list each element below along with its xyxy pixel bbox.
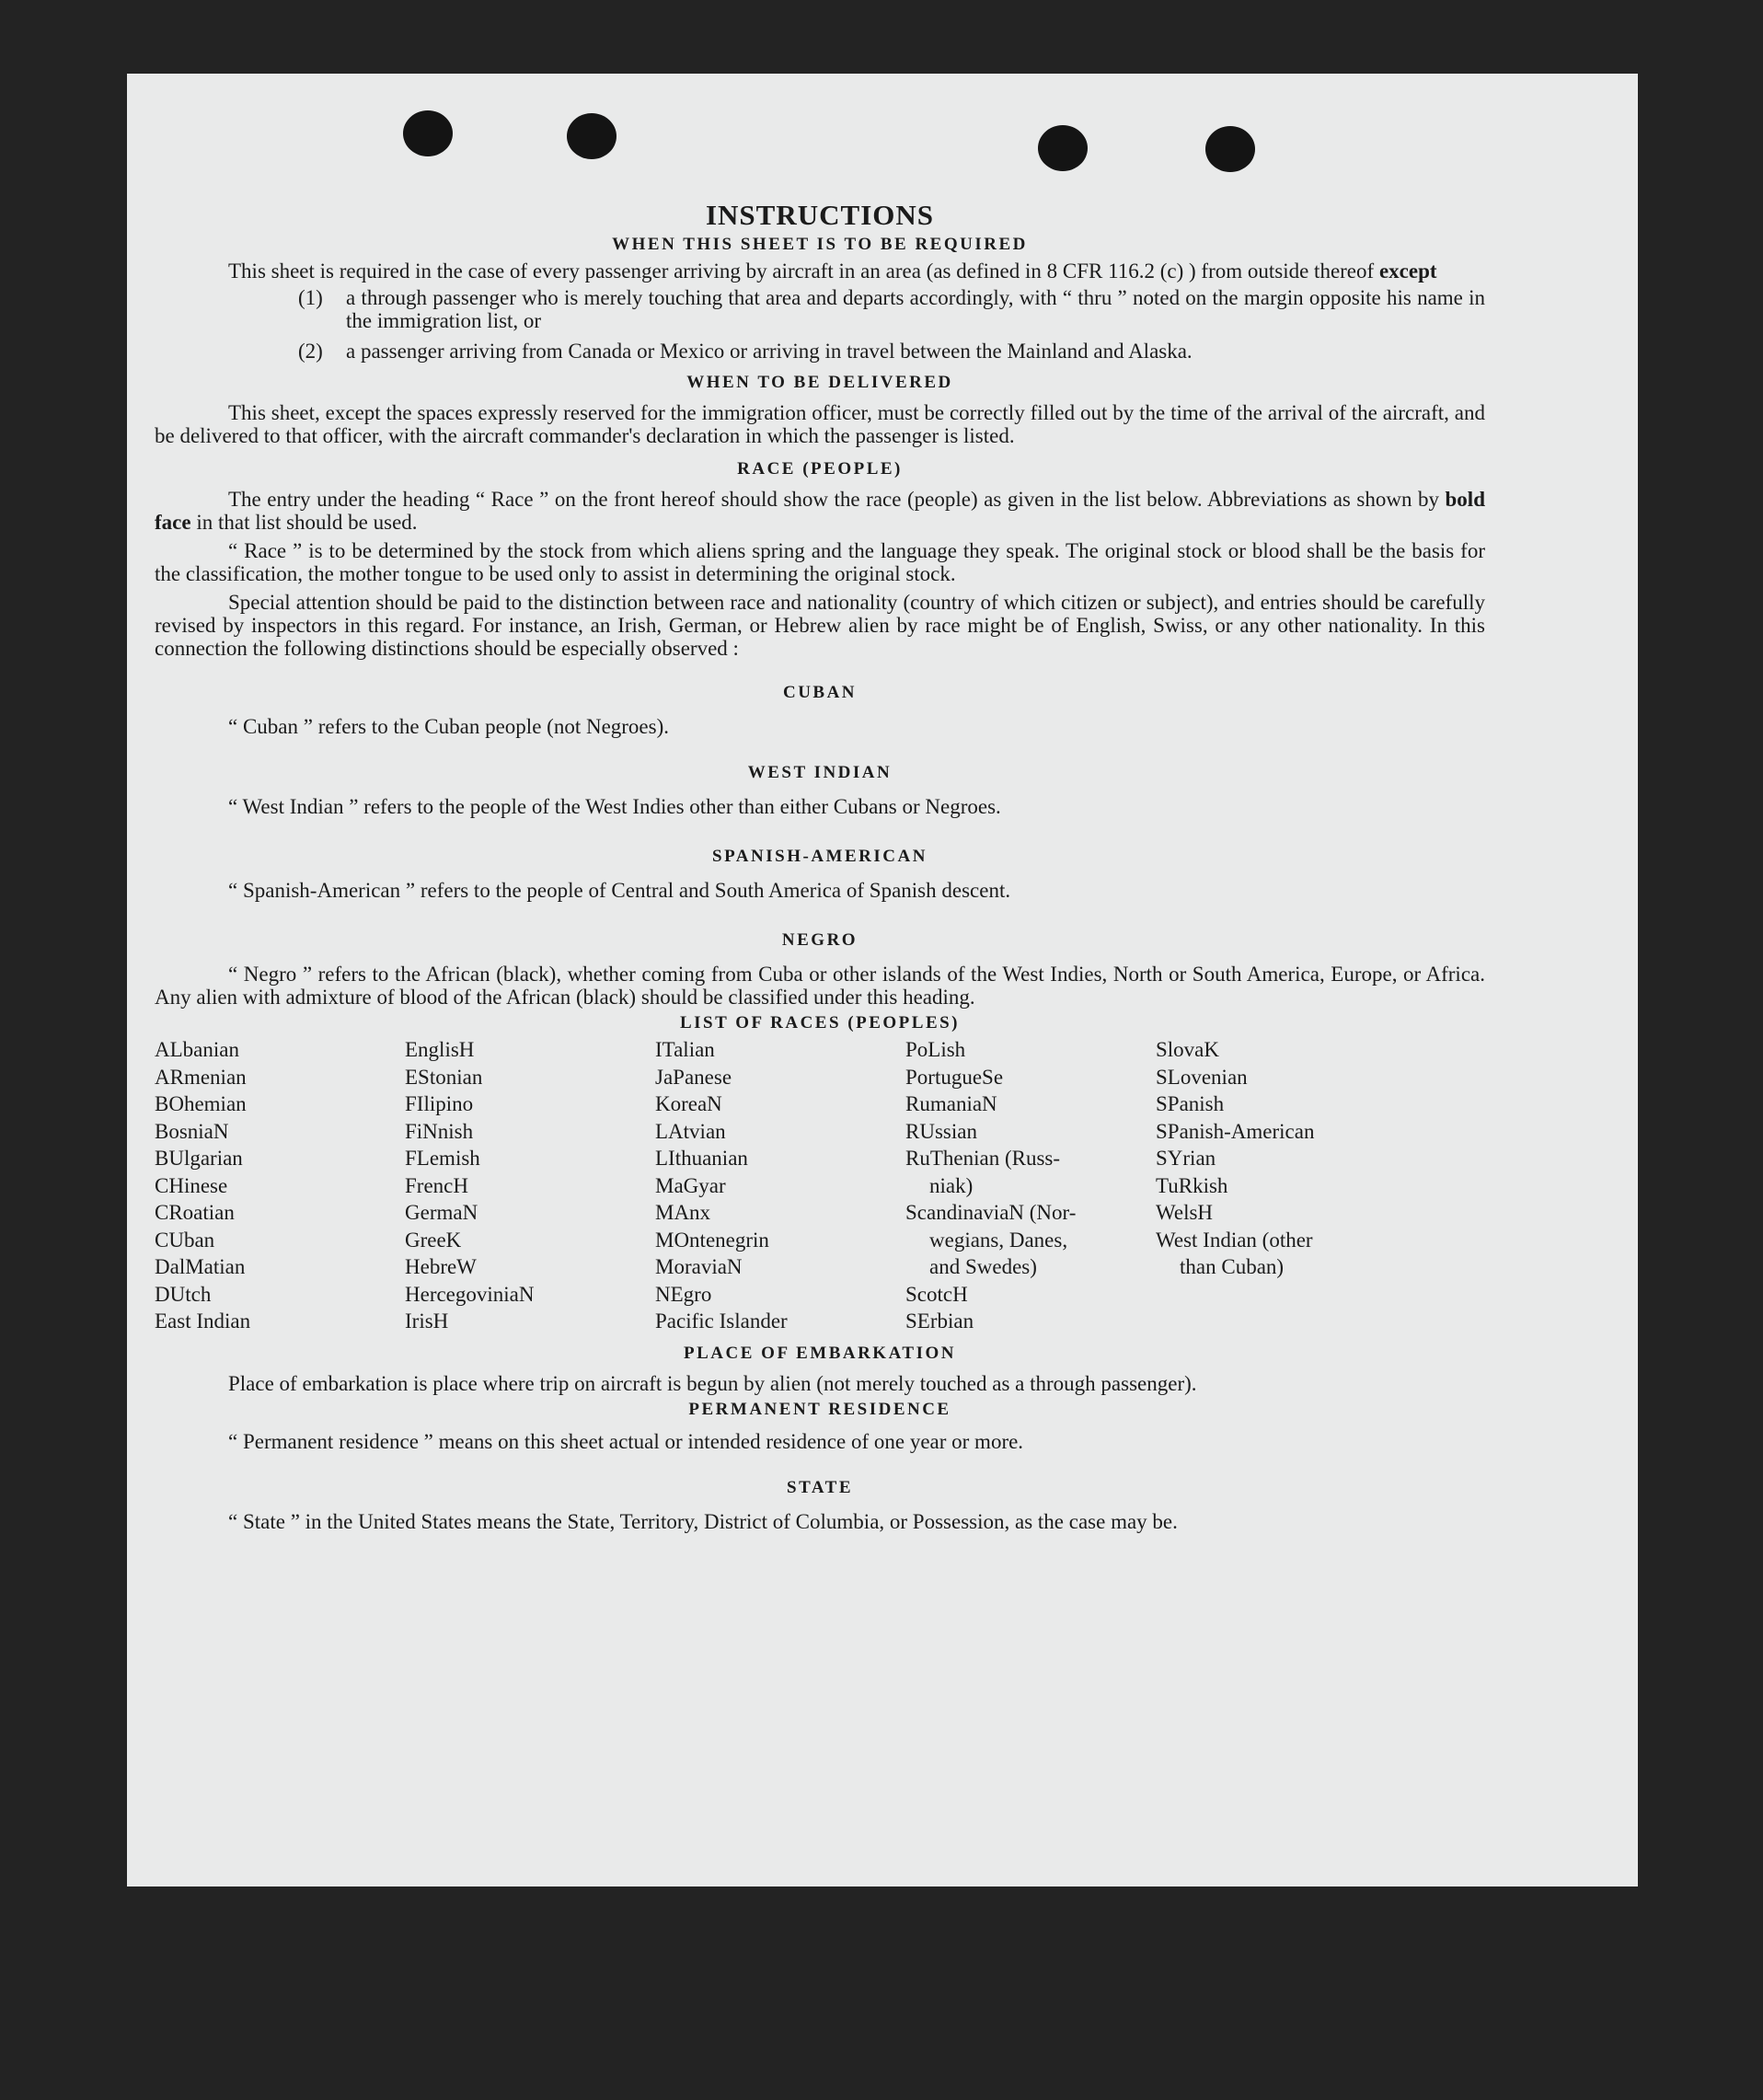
race-entry: MAnx bbox=[655, 1201, 711, 1224]
race-entry: SPanish bbox=[1156, 1092, 1225, 1115]
race-entry: DalMatian bbox=[155, 1255, 246, 1278]
race-entry: West Indian (other bbox=[1156, 1228, 1313, 1252]
race-entry: RUssian bbox=[905, 1119, 977, 1143]
race-entry: HercegoviniaN bbox=[405, 1282, 535, 1306]
race-entry: HebreW bbox=[405, 1255, 477, 1278]
race-entry: TuRkish bbox=[1156, 1173, 1228, 1197]
race-entry: DUtch bbox=[155, 1282, 212, 1306]
heading-list-of-races: LIST OF RACES (PEOPLES) bbox=[679, 1013, 961, 1033]
race-entry: ScotcH bbox=[905, 1282, 968, 1306]
race-entry: CRoatian bbox=[155, 1201, 235, 1224]
race-entry: KoreaN bbox=[655, 1092, 722, 1115]
race-entry: FIlipino bbox=[405, 1092, 474, 1115]
race-entry: and Swedes) bbox=[929, 1255, 1037, 1278]
race-entry: Pacific Islander bbox=[655, 1310, 788, 1333]
race-entry: FLemish bbox=[405, 1147, 480, 1170]
heading-permanent-residence: PERMANENT RESIDENCE bbox=[688, 1399, 951, 1419]
races-column bbox=[655, 1036, 905, 1335]
paragraph-when-required: This sheet is required in the case of every passenger arriving by aircraft in an area (as defined in 8 CFR 116.2 (c) ) from outside thereof except bbox=[228, 260, 1437, 283]
race-entry: ScandinaviaN (Nor- bbox=[905, 1201, 1077, 1224]
race-entry: BOhemian bbox=[155, 1092, 247, 1115]
race-entry: PortugueSe bbox=[905, 1065, 1004, 1089]
race-entry: EStonian bbox=[405, 1065, 483, 1089]
race-entry: SPanish-American bbox=[1156, 1119, 1315, 1143]
race-entry: LAtvian bbox=[655, 1119, 726, 1143]
race-entry: GreeK bbox=[405, 1228, 462, 1252]
paragraph-state: “ State ” in the United States means the State, Territory, District of Columbia, or Possession, as the case may be. bbox=[228, 1509, 1178, 1533]
heading-cuban: CUBAN bbox=[782, 683, 858, 702]
race-entry: niak) bbox=[929, 1173, 974, 1197]
race-entry: RuThenian (Russ- bbox=[905, 1147, 1061, 1170]
race-entry: RumaniaN bbox=[905, 1092, 997, 1115]
race-entry: ALbanian bbox=[155, 1038, 239, 1061]
list-item: (1) a through passenger who is merely touching that area and departs accordingly, with “ thru ” noted on the margin opposite his name in the immigration list, or bbox=[298, 286, 1485, 332]
race-entry: JaPanese bbox=[655, 1065, 732, 1089]
heading-state: STATE bbox=[787, 1477, 853, 1497]
races-list bbox=[155, 1036, 1485, 1335]
races-column bbox=[155, 1036, 405, 1335]
paragraph-cuban: “ Cuban ” refers to the Cuban people (not Negroes). bbox=[228, 715, 670, 738]
heading-when-required: WHEN THIS SHEET IS TO BE REQUIRED bbox=[612, 235, 1028, 254]
race-entry: EnglisH bbox=[405, 1038, 475, 1061]
race-entry: WelsH bbox=[1156, 1201, 1214, 1224]
page-title: INSTRUCTIONS bbox=[705, 199, 934, 231]
race-entry: GermaN bbox=[405, 1201, 478, 1224]
paragraph-west-indian: “ West Indian ” refers to the people of the West Indies other than either Cubans or Negroes. bbox=[228, 795, 1001, 818]
heading-when-delivered: WHEN TO BE DELIVERED bbox=[686, 373, 953, 392]
race-entry: MaGyar bbox=[655, 1173, 726, 1197]
paragraph-negro: “ Negro ” refers to the African (black), whether coming from Cuba or other islands of the West Indies, North or South America, Europe, or Africa. Any alien with admixture of blood of the African (black) should be classified under this heading. bbox=[155, 963, 1485, 1009]
heading-spanish-american: SPANISH-AMERICAN bbox=[712, 847, 928, 866]
race-entry: SErbian bbox=[905, 1310, 974, 1333]
race-entry: ITalian bbox=[655, 1038, 715, 1061]
paragraph-race-3: Special attention should be paid to the distinction between race and nationality (country of which citizen or subject), and entries should be carefully revised by inspectors in this regard. For instance, an Irish, German, or Hebrew alien by race might be of English, Swiss, or any other nationality. In this connection the following distinctions should be especially observed : bbox=[155, 591, 1485, 660]
heading-place-of-embarkation: PLACE OF EMBARKATION bbox=[684, 1343, 956, 1363]
race-entry: CHinese bbox=[155, 1173, 228, 1197]
races-column bbox=[905, 1036, 1156, 1335]
paragraph-race-2: “ Race ” is to be determined by the stock from which aliens spring and the language they speak. The original stock or blood shall be the basis for the classification, the mother tongue to be used only to assist in determining the original stock. bbox=[155, 539, 1485, 585]
race-entry: CUban bbox=[155, 1228, 215, 1252]
race-entry: LIthuanian bbox=[655, 1147, 748, 1170]
race-entry: ARmenian bbox=[155, 1065, 247, 1089]
race-entry: SLovenian bbox=[1156, 1065, 1248, 1089]
race-entry: BosniaN bbox=[155, 1119, 229, 1143]
race-entry: SlovaK bbox=[1156, 1038, 1219, 1061]
heading-negro: NEGRO bbox=[781, 930, 858, 950]
paragraph-spanish-american: “ Spanish-American ” refers to the people of Central and South America of Spanish descent. bbox=[228, 879, 1011, 902]
races-column bbox=[1156, 1036, 1485, 1335]
race-entry: FrencH bbox=[405, 1173, 468, 1197]
race-entry: BUlgarian bbox=[155, 1147, 243, 1170]
race-entry: MOntenegrin bbox=[655, 1228, 769, 1252]
race-entry: PoLish bbox=[905, 1038, 966, 1061]
heading-race: RACE (PEOPLE) bbox=[737, 459, 903, 479]
race-entry: SYrian bbox=[1156, 1147, 1216, 1170]
race-entry: NEgro bbox=[655, 1282, 712, 1306]
paragraph-when-delivered: This sheet, except the spaces expressly reserved for the immigration officer, must be correctly filled out by the time of the arrival of the aircraft, and be delivered to that officer, with the aircraft commander's declaration in which the passenger is listed. bbox=[155, 401, 1485, 447]
race-entry: MoraviaN bbox=[655, 1255, 743, 1278]
race-entry: IrisH bbox=[405, 1310, 449, 1333]
paragraph-race-1: The entry under the heading “ Race ” on the front hereof should show the race (people) as given in the list below. Abbreviations as shown by bold face in that list should be used. bbox=[155, 488, 1485, 534]
races-column bbox=[405, 1036, 655, 1335]
race-entry: than Cuban) bbox=[1180, 1255, 1285, 1278]
list-item: (2) a passenger arriving from Canada or Mexico or arriving in travel between the Mainland and Alaska. bbox=[298, 340, 1193, 363]
heading-west-indian: WEST INDIAN bbox=[747, 763, 893, 782]
paragraph-permanent-residence: “ Permanent residence ” means on this sheet actual or intended residence of one year or more. bbox=[228, 1429, 1024, 1453]
race-entry: wegians, Danes, bbox=[929, 1228, 1068, 1252]
paragraph-place-of-embarkation: Place of embarkation is place where trip on aircraft is begun by alien (not merely touched as a through passenger). bbox=[228, 1371, 1197, 1395]
document-content bbox=[155, 129, 1485, 1533]
race-entry: FiNnish bbox=[405, 1119, 474, 1143]
race-entry: East Indian bbox=[155, 1310, 251, 1333]
